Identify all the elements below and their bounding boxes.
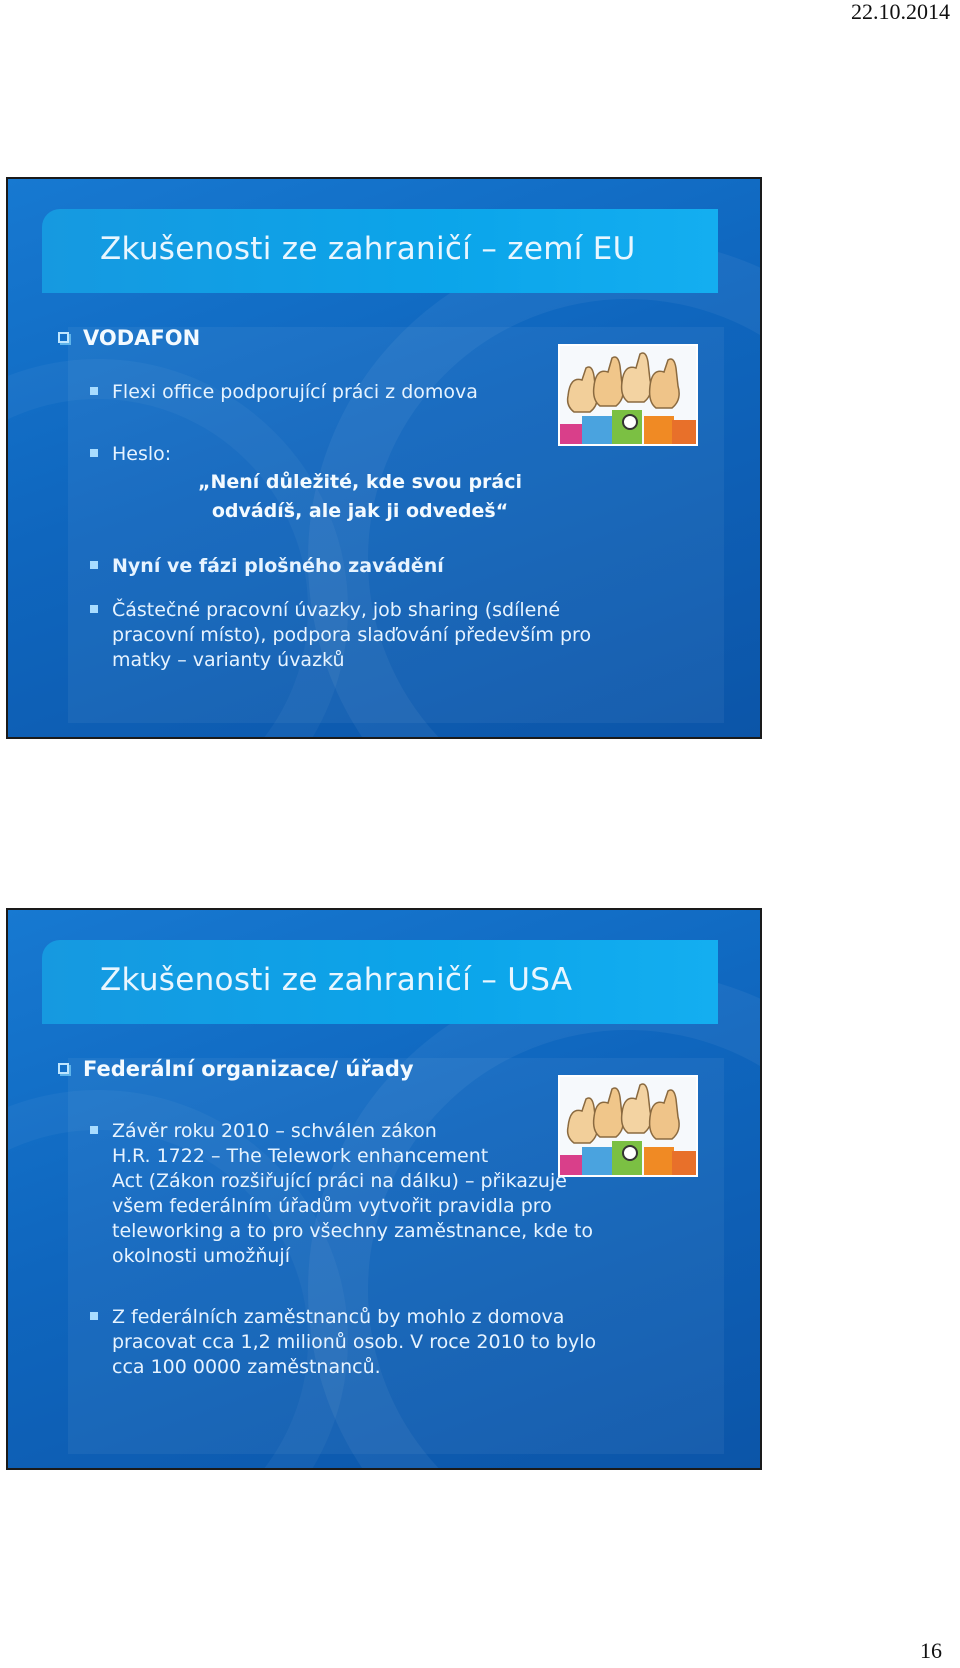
- section-heading: [58, 1057, 414, 1081]
- list-item-line: pracovat cca 1,2 milionů osob. V roce 2010 to bylo: [112, 1331, 597, 1353]
- slogan-quote: [198, 468, 522, 526]
- slide-title: Zkušenosti ze zahraničí – USA: [100, 962, 573, 998]
- slide-usa: [6, 908, 762, 1470]
- list-item-line: všem federálním úřadům vytvořit pravidla pro: [112, 1195, 552, 1217]
- square-bullet-icon: [90, 605, 98, 613]
- thumbs-up-hands-icon: [560, 346, 696, 444]
- section-heading-text: Federální organizace/ úřady: [83, 1057, 414, 1081]
- quote-line: „Není důležité, kde svou práci: [198, 471, 523, 493]
- list-item-line: Částečné pracovní úvazky, job sharing (sdílené: [112, 599, 561, 621]
- square-bullet-icon: [90, 387, 98, 395]
- square-bullet-icon: [90, 1126, 98, 1134]
- list-item: [112, 554, 444, 579]
- list-item-line: matky – varianty úvazků: [112, 649, 345, 671]
- list-item-line: Závěr roku 2010 – schválen zákon: [112, 1120, 437, 1142]
- quote-line: odvádíš, ale jak ji odvedeš“: [211, 500, 509, 522]
- list-item-line: pracovní místo), podpora slaďování především pro: [112, 624, 592, 646]
- list-item-text: Flexi office podporující práci z domova: [112, 381, 478, 403]
- list-item-line: teleworking a to pro všechny zaměstnance, kde to: [112, 1220, 594, 1242]
- list-item-text: Heslo:: [112, 443, 172, 465]
- list-item: [112, 1305, 596, 1380]
- slide-title: Zkušenosti ze zahraničí – zemí EU: [100, 231, 636, 267]
- slide-eu: [6, 177, 762, 739]
- checkbox-bullet-icon: [58, 332, 69, 343]
- list-item-line: okolnosti umožňují: [112, 1245, 290, 1267]
- square-bullet-icon: [90, 1312, 98, 1320]
- slide-title-bar: [42, 940, 718, 1024]
- square-bullet-icon: [90, 449, 98, 457]
- page-number: 16: [920, 1638, 942, 1663]
- thumbs-up-photo: [558, 344, 698, 446]
- section-heading: [58, 326, 200, 350]
- list-item-text: Nyní ve fázi plošného zavádění: [112, 555, 444, 577]
- list-item-line: H.R. 1722 – The Telework enhancement: [112, 1145, 489, 1167]
- list-item: [112, 1119, 593, 1269]
- section-heading-text: VODAFON: [83, 326, 201, 350]
- list-item: [112, 442, 171, 467]
- checkbox-bullet-icon: [58, 1063, 69, 1074]
- list-item-line: Z federálních zaměstnanců by mohlo z domova: [112, 1306, 565, 1328]
- list-item-line: cca 100 0000 zaměstnanců.: [112, 1356, 381, 1378]
- slide-title-bar: [42, 209, 718, 293]
- document-date: 22.10.2014: [851, 0, 950, 24]
- list-item: [112, 598, 591, 673]
- list-item-line: Act (Zákon rozšiřující práci na dálku) – přikazuje: [112, 1170, 567, 1192]
- list-item: [112, 380, 478, 405]
- square-bullet-icon: [90, 561, 98, 569]
